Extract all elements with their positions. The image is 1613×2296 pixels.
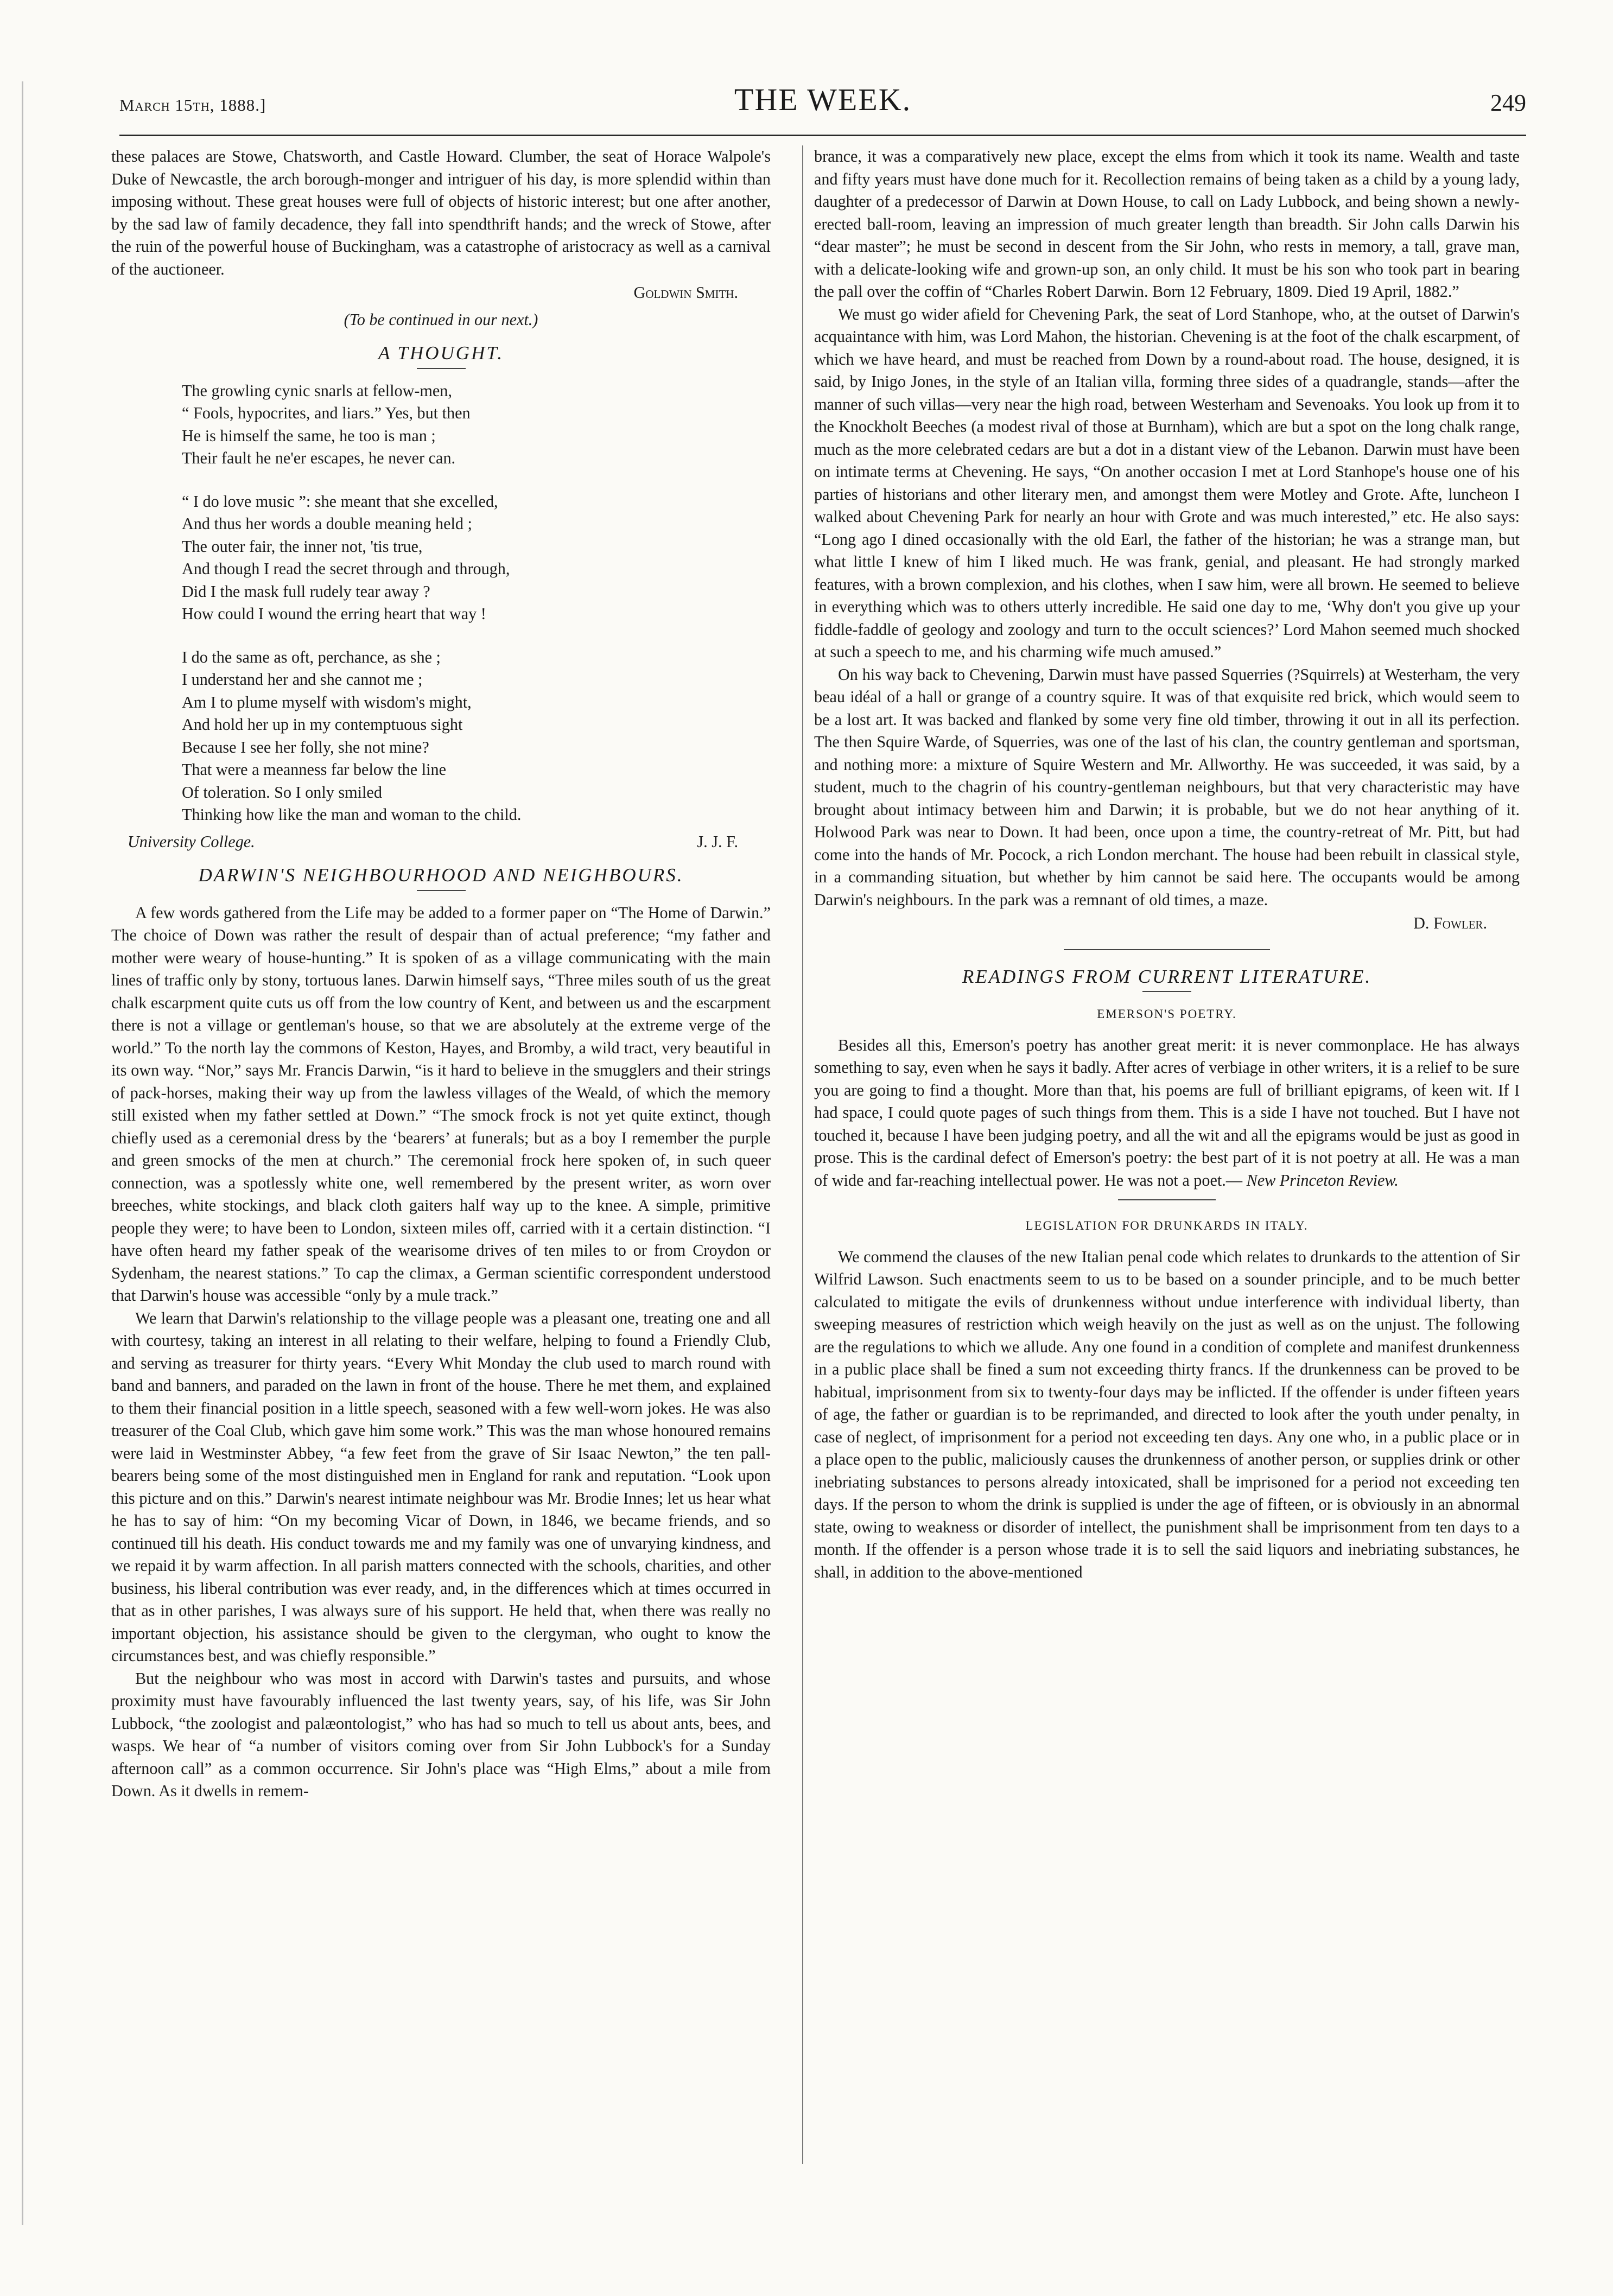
poem-line: And thus her words a double meaning held ; — [182, 514, 472, 533]
subsection-title: LEGISLATION FOR DRUNKARDS IN ITALY. — [1025, 1219, 1309, 1232]
right-column — [814, 145, 1520, 1583]
poem-line: Am I to plume myself with wisdom's might, — [182, 692, 472, 711]
poem-line: And hold her up in my contemptuous sight — [182, 715, 463, 734]
left-margin-rule — [22, 81, 23, 2225]
poem-line: “ I do love music ”: she meant that she excelled, — [182, 492, 498, 511]
poem-line: Their fault he ne'er escapes, he never can. — [182, 449, 456, 467]
poem-line: The growling cynic snarls at fellow-men, — [182, 381, 452, 400]
poem-footer — [111, 831, 771, 854]
poem-line: Because I see her folly, she not mine? — [182, 737, 429, 756]
subsection-title: EMERSON'S POETRY. — [1097, 1007, 1237, 1021]
poem-line: Did I the mask full rudely tear away ? — [182, 582, 430, 601]
subsection-rule — [1118, 1199, 1216, 1200]
page-header — [119, 81, 1526, 130]
poem-stanza — [182, 380, 771, 470]
article-signature: Goldwin Smith. — [633, 283, 738, 302]
section-title: READINGS FROM CURRENT LITERATURE. — [962, 965, 1372, 987]
poem-line: I do the same as oft, perchance, as she ; — [182, 647, 441, 666]
poem-stanza — [182, 646, 771, 826]
article-paragraph: brance, it was a comparatively new place, except the elms from which it took its name. Wealth and taste and fifty years must have done much for it. Recollection remains of being taken as a child by a young lady, daughter of a predecessor of Darwin at Down House, to call on Lady Lubbock, and being shown a newly-erected ball-room, leaving an impression of much greater length than breadth. Sir John calls Darwin his “dear master”; he must be second in descent from the Sir John, who rests in memory, a tall, grave man, with a delicate-looking wife and grown-up son, an only child. It must be his son who took part in bearing the pall over the coffin of “Charles Robert Darwin. Born 12 February, 1809. Died 19 April, 1882.” — [814, 147, 1520, 301]
article-paragraph: We must go wider afield for Chevening Park, the seat of Lord Stanhope, who, at the outset of Darwin's acquaintance with him, was Lord Mahon, the historian. Chevening is at the foot of the chalk escarpment, of which we have heard, and must be reached from Down by a round-about road. The house, designed, it is said, by Inigo Jones, in the style of an Italian villa, forming three sides of a quadrangle, stands—after the manner of such villas—very near the high road, between Westerham and Sevenoaks. You look up from it to the Knockholt Beeches (a modest rival of those at Burnham), which are but a spot on the long chalk range, much as the more celebrated cedars are but a dot in a distant view of the Lebanon. Darwin must have been on intimate terms at Chevening. He says, “On another occasion I met at Lord Stanhope's house one of his parties of historians and other literary men, and amongst them were Motley and Grote. Afte, luncheon I walked about Chevening Park for nearly an hour with Grote and was much interested,” etc. He also says: “Long ago I dined occasionally with the old Earl, the father of the historian; he was a strange man, but what little I knew of him I liked much. He was frank, genial, and pleasant. He had strongly marked features, with a brown complexion, and his clothes, when I saw him, were all brown. He seemed to believe in everything which was to others utterly incredible. He said one day to me, ‘Why don't you give up your fiddle-faddle of geology and zoology and turn to the occult sciences?’ Lord Mahon seemed much shocked at such a speech to me, and his charming wife much amused.” — [814, 304, 1520, 661]
title-rule — [417, 890, 466, 891]
article-paragraph — [814, 1034, 1520, 1192]
article-paragraph: A few words gathered from the Life may be added to a former paper on “The Home of Darwin.” The choice of Down was rather the result of despair than of actual preference; “my father and mother were weary of house-hunting.” It is spoken of as a village communicating with the main lines of traffic only by stony, tortuous lanes. Darwin himself says, “Three miles south of us the great chalk escarpment quite cuts us off from the low country of Kent, and between us and the escarpment there is not a village or gentleman's house, so that we are absolutely at the extreme verge of the world.” To the north lay the commons of Keston, Hayes, and Bromby, a wild tract, very beautiful in its own way. “Nor,” says Mr. Francis Darwin, “is it hard to believe in the smugglers and their strings of pack-horses, making their way up from the lawless villages of the Weald, of which the memory still existed when my father settled at Down.” “The smock frock is not yet quite extinct, though chiefly used as a ceremonial dress by the ‘bearers’ at funerals; but as a boy I remember the purple and green smocks of the men at church.” The ceremonial frock here spoken of, in such queer connection, was a spotlessly white one, well remembered by the present writer, as worn over breeches, white stockings, and black cloth gaiters half way up to the knee. A simple, primitive people they were; to have been to London, sixteen miles off, carried with it a certain distinction. “I have often heard my father speak of the wearisome drives of ten miles to or from Croydon or Sydenham, the nearest stations.” To cap the climax, a German scientific correspondent understood that Darwin's house was accessible “only by a mule track.” — [111, 903, 771, 1305]
article-paragraph: But the neighbour who was most in accord with Darwin's tastes and pursuits, and whose proximity must have favourably influenced the last twenty years, say, of his life, was Sir John Lubbock, “the zoologist and palæontologist,” who has had so much to tell us about ants, bees, and wasps. We hear of “a number of visitors coming over from Sir John Lubbock's for a Sunday afternoon call” as a common occurrence. Sir John's place was “High Elms,” about a mile from Down. As it dwells in remem- — [111, 1669, 771, 1800]
article-paragraph: On his way back to Chevening, Darwin must have passed Squerries (?Squirrels) at Westerham, the very beau idéal of a hall or grange of a country squire. It was of that exquisite red brick, which would seem to be a lost art. It was backed and flanked by some very fine old timber, throwing it out in all its perfection. The then Squire Warde, of Squerries, was one of the last of his clan, the country gentleman and sportsman, and nothing more: a mixture of Squire Western and Mr. Allworthy. He was succeeded, it was said, by a student, much to the chagrin of his country-gentleman neighbours, but that very characteristic may have brought about intimacy between him and Darwin; it is probable, but we do not hear anything of it. Holwood Park was near to Down. It had been, once upon a time, the country-retreat of Mr. Pitt, but had come into the hands of Mr. Pocock, a rich London merchant. The house had been rebuilt in classical style, in a commanding situation, but whether by him cannot be said here. The occupants would be among Darwin's neighbours. In the park was a remnant of old times, a maze. — [814, 665, 1520, 909]
poem-line: How could I wound the erring heart that way ! — [182, 605, 486, 623]
continued-note: (To be continued in our next.) — [344, 310, 538, 329]
poem-line: “ Fools, hypocrites, and liars.” Yes, but then — [182, 404, 471, 422]
paragraph-text: Besides all this, Emerson's poetry has another great merit: it is never commonplace. He has always something to say, even when he says it badly. After acres of verbiage in other writers, it is a relief to be sure you are going to find a thought. More than that, his poems are full of brilliant epigrams, of keen wit. If I had space, I could quote pages of such things from them. This is a side I have not touched. But I have not touched it, because I have been judging poetry, and all the wit and all the epigrams would be just as good in prose. This is the cardinal defect of Emerson's poetry: the best part of it is not poetry at all. He was a man of wide and far-reaching intellectual power. He was not a poet.— — [814, 1035, 1520, 1190]
article-paragraph: We learn that Darwin's relationship to the village people was a pleasant one, treating one and all with courtesy, taking an interest in all relating to their welfare, helping to found a Friendly Club, and serving as treasurer for thirty years. “Every Whit Monday the club used to march round with band and banners, and paraded on the lawn in front of the house. There he met them, and explained to them their financial position in a little speech, seasoned with a few well-worn jokes. He was also treasurer of the Coal Club, which gave him some work.” This was the man whose honoured remains were laid in Westminster Abbey, “a few feet from the grave of Sir Isaac Newton,” the ten pall-bearers being some of the most distinguished men in England for rank and reputation. “Look upon this picture and on this.” Darwin's nearest intimate neighbour was Mr. Brodie Innes; let us hear what he has to say of him: “On my becoming Vicar of Down, in 1846, we became friends, and so continued till his death. His conduct towards me and my family was one of unvarying kindness, and we repaid it by warm affection. In all parish matters connected with the schools, charities, and other business, his liberal contribution was ever ready, and, in the differences which at times occurred in that as in other parishes, I was always sure of his support. He held that, when there was really no important objection, his assistance should be given to the clergyman, who ought to know the circumstances best, and was chiefly responsible.” — [111, 1308, 771, 1665]
poem-place: University College. — [128, 832, 255, 851]
poem-author: J. J. F. — [697, 832, 738, 851]
article-signature: D. Fowler. — [1413, 914, 1487, 932]
poem-stanza — [182, 491, 771, 626]
poem-line: He is himself the same, he too is man ; — [182, 426, 436, 445]
left-column — [111, 145, 771, 1803]
poem-body — [111, 380, 771, 826]
publication-title: THE WEEK. — [734, 82, 912, 117]
poem-line: The outer fair, the inner not, 'tis true, — [182, 537, 423, 556]
section-rule — [1064, 949, 1270, 950]
poem-title: A THOUGHT. — [378, 342, 504, 364]
poem-line: Of toleration. So I only smiled — [182, 783, 382, 802]
header-rule — [119, 135, 1526, 136]
title-rule — [1142, 991, 1191, 992]
article-title: DARWIN'S NEIGHBOURHOOD AND NEIGHBOURS. — [198, 864, 684, 886]
column-divider — [802, 145, 803, 2164]
source-citation: New Princeton Review. — [1246, 1171, 1399, 1190]
page-number: 249 — [1490, 90, 1526, 116]
issue-date: March 15th, 1888.] — [119, 96, 266, 115]
poem-line: And though I read the secret through and through, — [182, 559, 510, 578]
poem-line: Thinking how like the man and woman to the child. — [182, 805, 522, 824]
title-rule — [417, 368, 466, 369]
article-continuation-paragraph: these palaces are Stowe, Chatsworth, and Castle Howard. Clumber, the seat of Horace Walpole's Duke of Newcastle, the arch borough-monger and intriguer of his day, is more splendid within than imposing without. These great houses were full of objects of historic interest; but one after another, by the sad law of family decadence, they fall into spendthrift hands; and the wreck of Stowe, after the ruin of the powerful house of Buckingham, was a catastrophe of aristocracy as well as a carnival of the auctioneer. — [111, 147, 771, 278]
poem-line: I understand her and she cannot me ; — [182, 670, 423, 689]
poem-line: That were a meanness far below the line — [182, 760, 446, 779]
article-paragraph: We commend the clauses of the new Italian penal code which relates to drunkards to the attention of Sir Wilfrid Lawson. Such enactments seem to us to be based on a sounder principle, and to be much better calculated to mitigate the evils of drunkenness without undue interference with individual liberty, than sweeping measures of restriction which weigh heavily on the just as well as on the unjust. The following are the regulations to which we allude. Any one found in a condition of complete and manifest drunkenness in a public place shall be fined a sum not exceeding thirty francs. If the drunkenness can be proved to be habitual, imprisonment from six to twenty-four days may be inflicted. If the offender is under fifteen years of age, the father or guardian is to be reprimanded, and directed to look after the youth under penalty, in case of neglect, of imprisonment for a period not exceeding ten days. Any one who, in a public place or in a place open to the public, maliciously causes the drunkenness of another person, or supplies drink or other inebriating substances to persons already intoxicated, shall be imprisoned for a period not exceeding ten days. If the person to whom the drink is supplied is under the age of fifteen, or is obviously in an abnormal state, owing to weakness or disorder of intellect, the punishment shall be imprisonment from ten days to a month. If the offender is a person whose trade it is to sell the said liquors and inebriating substances, he shall, in addition to the above-mentioned — [814, 1247, 1520, 1581]
